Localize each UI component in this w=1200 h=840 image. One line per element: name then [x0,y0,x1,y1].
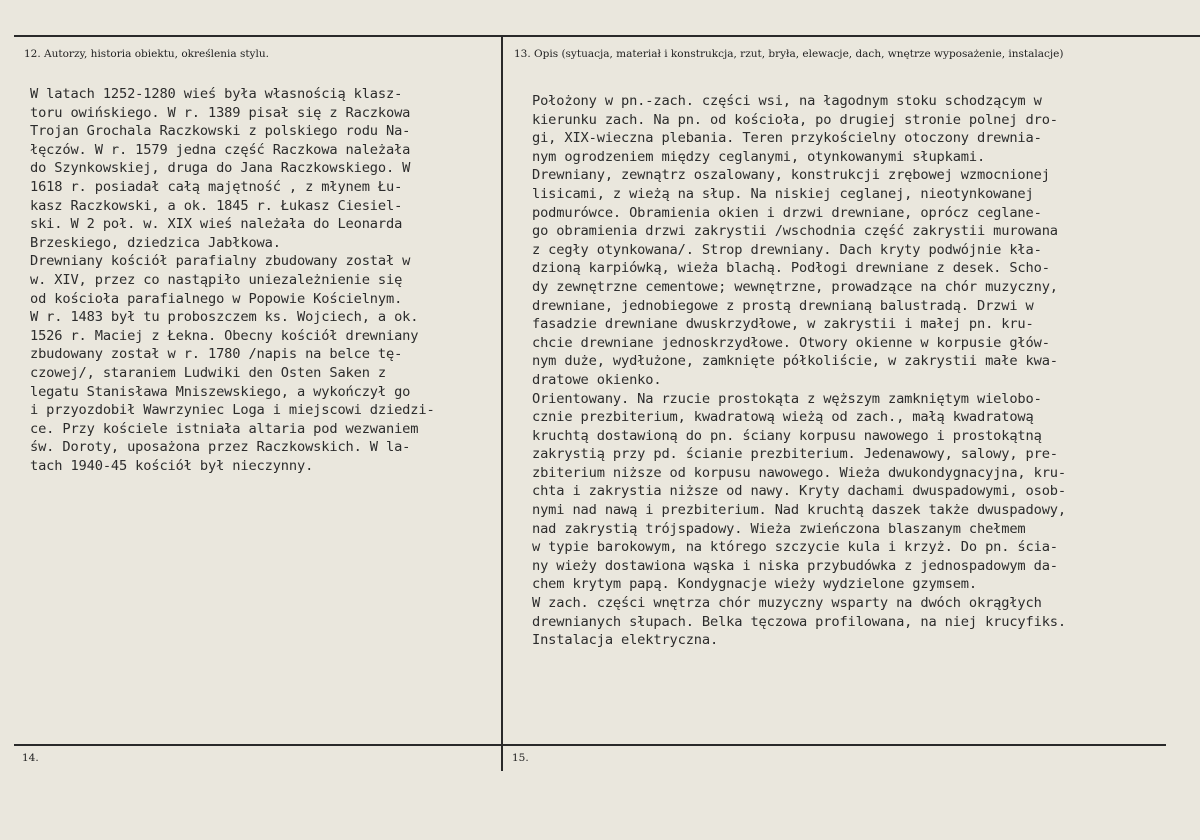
history-text [30,85,435,475]
section-12-header: 12. Autorzy, historia obiektu, określenia stylu. [24,48,269,60]
text-line: Drewniany kościół parafialny zbudowany został w [30,253,411,270]
description-text [532,92,1066,650]
text-line: kasz Raczkowski, a ok. 1845 r. Łukasz Ciesiel- [30,197,403,214]
bottom-rule [14,744,1166,746]
text-line: zbudowany został w r. 1780 /napis na belce tę- [30,346,403,363]
text-line: Brzeskiego, dziedzica Jabłkowa. [30,234,281,251]
text-line: zakrystią przy pd. ścianie prezbiterium. Jedenawowy, salowy, pre- [532,446,1058,463]
text-line: Trojan Grochala Raczkowski z polskiego rodu Na- [30,123,411,140]
text-line: nym ogrodzeniem między ceglanymi, otynkowanymi słupkami. [532,148,986,165]
text-line: toru owińskiego. W r. 1389 pisał się z Raczkowa [30,104,411,121]
text-line: cznie prezbiterium, kwadratową wieżą od zach., małą kwadratową [532,409,1034,426]
text-line: drewnianych słupach. Belka tęczowa profilowana, na niej krucyfiks. [532,613,1066,630]
text-line: drewniane, jednobiegowe z prostą drewnianą balustradą. Drzwi w [532,297,1034,314]
text-line: W latach 1252-1280 wieś była własnością klasz- [30,86,403,102]
text-line: legatu Stanisława Mniszewskiego, a wykończył go [30,383,411,400]
text-line: kierunku zach. Na pn. od kościoła, po drugiej stronie polnej dro- [532,111,1058,128]
text-line: 1618 r. posiadał całą majętność , z młynem Łu- [30,178,403,195]
text-line: podmurówce. Obramienia okien i drzwi drewniane, oprócz ceglane- [532,204,1042,221]
text-line: św. Doroty, uposażona przez Raczkowskich. W la- [30,439,411,456]
text-line: Położony w pn.-zach. części wsi, na łagodnym stoku schodzącym w [532,93,1042,109]
text-line: zbiterium niższe od korpusu nawowego. Wieża dwukondygnacyjna, kru- [532,464,1066,481]
text-line: kruchtą dostawioną do pn. ściany korpusu nawowego i prostokątną [532,427,1042,444]
text-line: chem krytym papą. Kondygnacje wieży wydzielone gzymsem. [532,576,977,593]
text-line: 1526 r. Maciej z Łekna. Obecny kościół drewniany [30,327,419,344]
text-line: fasadzie drewniane dwuskrzydłowe, w zakrystii i małej pn. kru- [532,316,1034,333]
text-line: dy zewnętrzne cementowe; wewnętrzne, prowadzące na chór muzyczny, [532,278,1058,295]
text-line: nym duże, wydłużone, zamknięte półkoliście, w zakrystii małe kwa- [532,353,1058,370]
text-line: Drewniany, zewnątrz oszalowany, konstrukcji zrębowej wzmocnionej [532,167,1050,184]
column-divider [501,35,503,771]
text-line: chta i zakrystia niższe od nawy. Kryty dachami dwuspadowymi, osob- [532,483,1066,500]
text-line: do Szynkowskiej, druga do Jana Raczkowskiego. W [30,160,411,177]
text-line: ski. W 2 poł. w. XIX wieś należała do Leonarda [30,216,403,233]
text-line: tach 1940-45 kościół był nieczynny. [30,457,314,474]
text-line: Orientowany. Na rzucie prostokąta z węższym zamkniętym wielobo- [532,390,1042,407]
text-line: z cegły otynkowana/. Strop drewniany. Dach kryty podwójnie kła- [532,241,1042,258]
text-line: dzioną karpiówką, wieża blachą. Podłogi drewniane z desek. Scho- [532,260,1050,277]
text-line: W zach. części wnętrza chór muzyczny wsparty na dwóch okrągłych [532,595,1042,612]
text-line: lisicami, z wieżą na słup. Na niskiej ceglanej, nieotynkowanej [532,185,1034,202]
section-14-header: 14. [22,752,39,764]
text-line: chcie drewniane jednoskrzydłowe. Otwory okienne w korpusie głów- [532,334,1050,351]
text-line: od kościoła parafialnego w Popowie Kościelnym. [30,290,403,307]
text-line: łęczów. W r. 1579 jedna część Raczkowa należała [30,141,411,158]
text-line: czowej/, staraniem Ludwiki den Osten Saken z [30,364,386,381]
text-line: W r. 1483 był tu proboszczem ks. Wojciech, a ok. [30,309,419,326]
top-rule [14,35,1200,37]
text-line: go obramienia drzwi zakrystii /wschodnia część zakrystii murowana [532,223,1058,240]
text-line: ce. Przy kościele istniała altaria pod wezwaniem [30,420,419,437]
text-line: gi, XIX-wieczna plebania. Teren przykościelny otoczony drewnia- [532,130,1042,147]
text-line: nymi nad nawą i prezbiterium. Nad kruchtą daszek także dwuspadowy, [532,502,1066,519]
text-line: w. XIV, przez co nastąpiło uniezależnienie się [30,271,403,288]
text-line: Instalacja elektryczna. [532,632,719,649]
section-13-header: 13. Opis (sytuacja, materiał i konstrukcja, rzut, bryła, elewacje, dach, wnętrze wyposażenie, instalacje) [514,48,1064,60]
text-line: dratowe okienko. [532,371,662,388]
text-line: i przyozdobił Wawrzyniec Loga i miejscowi dziedzi- [30,402,435,419]
text-line: ny wieży dostawiona wąska i niska przybudówka z jednospadowym da- [532,557,1058,574]
text-line: nad zakrystią trójspadowy. Wieża zwieńczona blaszanym chełmem [532,520,1026,537]
section-15-header: 15. [512,752,529,764]
text-line: w typie barokowym, na którego szczycie kula i krzyż. Do pn. ścia- [532,539,1058,556]
